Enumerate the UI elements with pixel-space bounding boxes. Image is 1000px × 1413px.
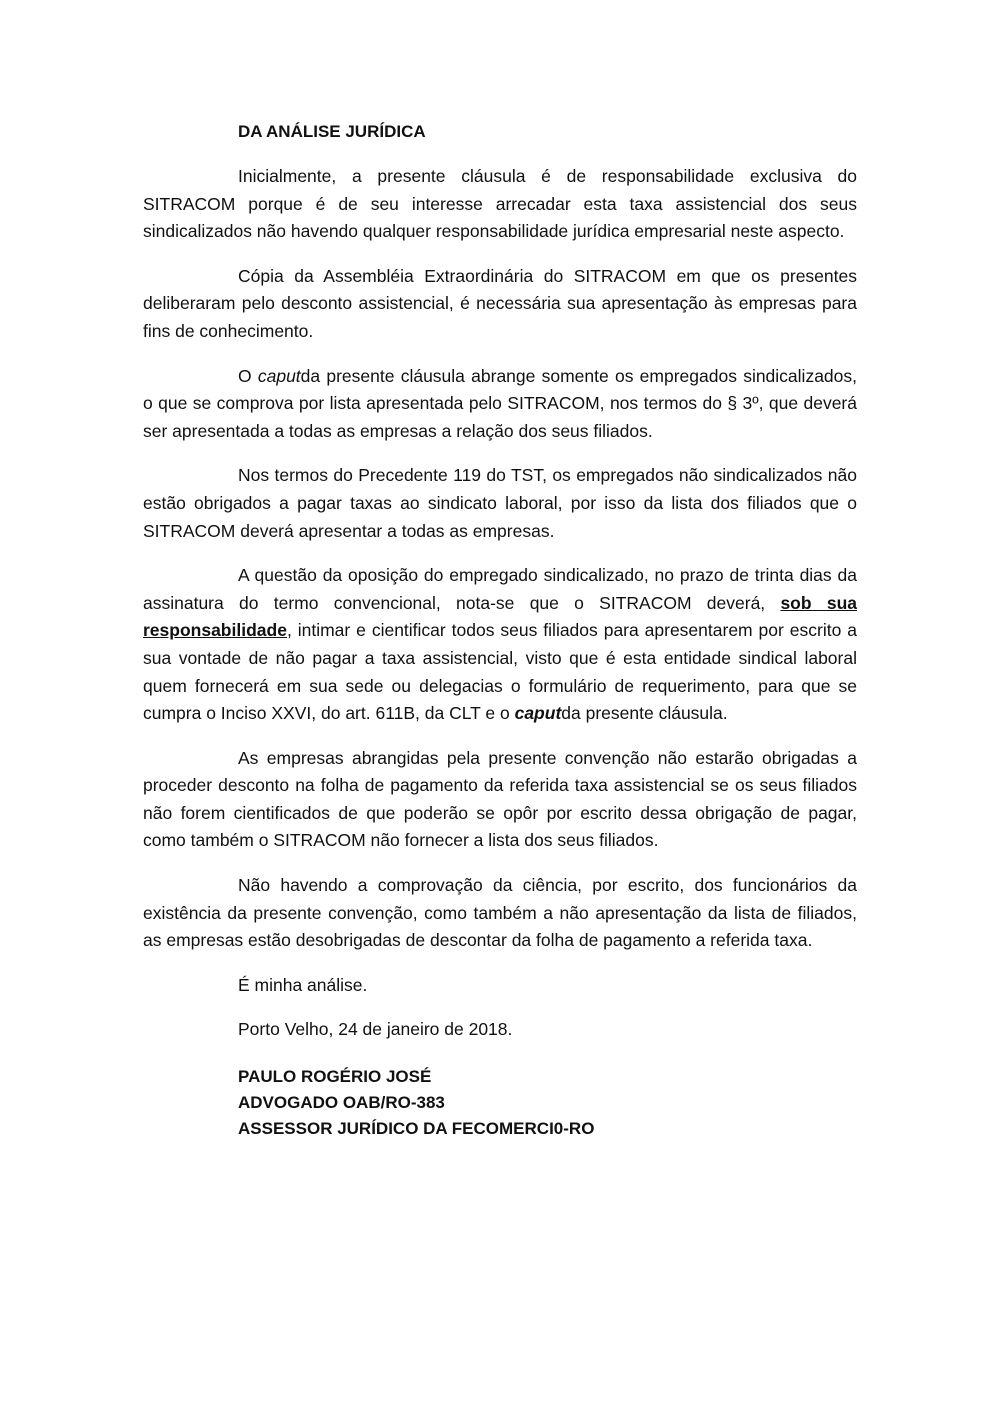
signer-role: ASSESSOR JURÍDICO DA FECOMERCI0-RO bbox=[238, 1119, 595, 1139]
paragraph-7: Não havendo a comprovação da ciência, por escrito, dos funcionários da existência da presente convenção, como também a não apresentação da lista de filiados, as empresas estão desobrigadas de descontar da folha de pagamento a referida taxa. bbox=[143, 875, 857, 951]
closing-statement: É minha análise. bbox=[238, 974, 368, 995]
paragraph-3-rest: da presente cláusula abrange somente os empregados sindicalizados, o que se comprova por lista apresentada pelo SITRACOM, nos termos do § 3º, que deverá ser apresentada a todas as empresas a relação dos seus filiados. bbox=[143, 365, 857, 441]
paragraph-6: As empresas abrangidas pela presente convenção não estarão obrigadas a proceder desconto na folha de pagamento da referida taxa assistencial se os seus filiados não forem cientificados de que poderão se opôr por escrito dessa obrigação de pagar, como também o SITRACOM não fornecer a lista dos seus filiados. bbox=[143, 747, 857, 851]
paragraph-5 bbox=[143, 562, 857, 728]
paragraph-4: Nos termos do Precedente 119 do TST, os empregados não sindicalizados não estão obrigados a pagar taxas ao sindicato laboral, por isso da lista dos filiados que o SITRACOM deverá apresentar a todas as empresas. bbox=[143, 465, 857, 541]
signer-title: ADVOGADO OAB/RO-383 bbox=[238, 1093, 445, 1113]
paragraph-3-start: O bbox=[238, 365, 258, 386]
paragraph-5-middle: , intimar e cientificar todos seus filiados para apresentarem por escrito a sua vontade de não pagar a taxa assistencial, visto que é esta entidade sindical laboral quem fornecerá em sua sede ou delegacias o formulário de requerimento, para que se cumpra o Inciso XXVI, do art. 611B, da CLT e o bbox=[143, 620, 857, 724]
place-date: Porto Velho, 24 de janeiro de 2018. bbox=[238, 1019, 513, 1040]
paragraph-3 bbox=[143, 363, 857, 446]
signer-name: PAULO ROGÉRIO JOSÉ bbox=[238, 1067, 432, 1087]
caput-term: caput bbox=[514, 703, 562, 724]
caput-term: caput bbox=[257, 365, 301, 386]
paragraph-1: Inicialmente, a presente cláusula é de responsabilidade exclusiva do SITRACOM porque é de seu interesse arrecadar esta taxa assistencial dos seus sindicalizados não havendo qualquer responsabilidade jurídica empresarial neste aspecto. bbox=[143, 166, 857, 242]
paragraph-5-start: A questão da oposição do empregado sindicalizado, no prazo de trinta dias da assinatura do termo convencional, nota-se que o SITRACOM deverá, bbox=[143, 565, 857, 613]
section-heading: DA ANÁLISE JURÍDICA bbox=[238, 122, 426, 141]
signature-block bbox=[238, 1064, 857, 1142]
document-page bbox=[143, 118, 857, 1142]
paragraph-5-end: da presente cláusula. bbox=[561, 703, 728, 724]
emphasis-responsibility: sob sua responsabilidade bbox=[143, 592, 857, 641]
paragraph-2: Cópia da Assembléia Extraordinária do SITRACOM em que os presentes deliberaram pelo desconto assistencial, é necessária sua apresentação às empresas para fins de conhecimento. bbox=[143, 265, 857, 341]
